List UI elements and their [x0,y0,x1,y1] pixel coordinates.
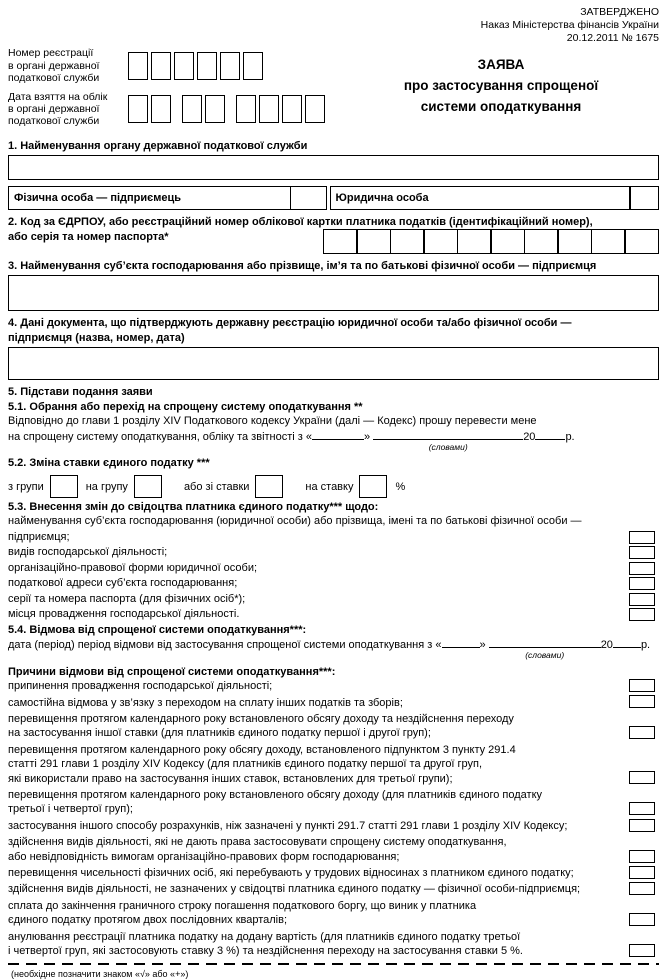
section-3-label: 3. Найменування суб’єкта господарювання або прізвище, ім’я та по батькові фізичної особи — підприємця [8,259,597,272]
code-cell[interactable] [624,229,659,254]
section-3 [8,259,659,312]
code-cell[interactable] [323,229,358,254]
section-1 [8,139,659,181]
reason-checkbox[interactable] [629,819,655,832]
section-5 [8,385,659,958]
day-digit-cell[interactable] [151,95,171,123]
registration-date-field [8,91,343,128]
refusal-year-blank[interactable] [613,637,641,648]
section-1-label: 1. Найменування органу державної податкової служби [8,139,308,152]
year-digit-cell[interactable] [236,95,256,123]
section-4-label-line2: підприємця (назва, номер, дата) [8,331,185,344]
reason-item: застосування іншого способу розрахунків, ніж зазначені у пункті 291.7 статті 291 глави 1 розділу XIV Кодексу; [8,819,659,833]
day-blank[interactable] [312,429,364,440]
year-digit-cell[interactable] [305,95,325,123]
code-cell[interactable] [490,229,525,254]
from-rate-label: або зі ставки [183,480,250,493]
reason-item: перевищення протягом календарного року встановленого обсягу доходу (для платників єдиного податку третьої і четвертої груп); [8,788,659,817]
individual-entrepreneur-label: Фізична особа — підприємець [8,186,291,210]
form-title-word: ЗАЯВА [477,57,525,73]
reason-item: здійснення видів діяльності, які не дають права застосовувати спрощену систему оподаткування, або невідповідність вимогам організаційно-правових форм господарювання; [8,835,659,864]
to-rate-box[interactable] [359,475,387,498]
refusal-reasons-list [8,679,659,958]
legal-entity-checkbox[interactable] [629,186,659,210]
person-type-row [8,186,659,210]
approved-order: Наказ Міністерства фінансів України [480,18,659,31]
section-5-4 [8,623,659,959]
year-blank[interactable] [535,429,565,440]
reason-checkbox[interactable] [629,679,655,692]
from-group-box[interactable] [50,475,78,498]
code-cell[interactable] [356,229,391,254]
slovamy-label: (словами) [525,650,565,661]
change-checkbox[interactable] [629,531,655,544]
section-2 [8,215,659,254]
section-5-2-row [8,474,659,500]
reason-checkbox[interactable] [629,802,655,815]
registration-date-label: Дата взяття на облік в органі державної податкової служби [8,90,108,128]
section-5-1-title: 5.1. Обрання або перехід на спрощену систему оподаткування ** [8,400,363,413]
month-digit-cell[interactable] [205,95,225,123]
month-digit-cell[interactable] [182,95,202,123]
reason-checkbox[interactable] [629,771,655,784]
reason-item: перевищення чисельності фізичних осіб, які перебувають у трудових відносинах з платником єдиного податку; [8,866,659,880]
change-checkbox[interactable] [629,608,655,621]
change-item: податкової адреси суб’єкта господарювання; [8,576,659,592]
change-item: організаційно-правової форми юридичної особи; [8,561,659,577]
reason-item: припинення провадження господарської діяльності; [8,679,659,693]
from-group-label: з групи [8,480,44,493]
to-rate-label: на ставку [305,480,354,493]
approved-stamp [8,6,659,44]
section-5-title: 5. Підстави подання заяви [8,386,153,399]
reason-item: анулювання реєстрації платника податку на додану вартість (для платників єдиного податку третьої і четвертої груп, які застосовують ставку 3 %) та нездійснення переходу на застосування ставки 5 %. [8,930,659,959]
to-group-label: на групу [85,480,128,493]
refusal-day-blank[interactable] [442,637,480,648]
section-5-2-title: 5.2. Зміна ставки єдиного податку *** [8,457,210,470]
change-item: місця провадження господарської діяльності. [8,607,659,623]
year-digit-cell[interactable] [259,95,279,123]
code-cell[interactable] [557,229,592,254]
section-4-label-line1: 4. Дані документа, що підтверджують державну реєстрацію юридичної особи та/або фізичної особи — [8,317,572,330]
reason-checkbox[interactable] [629,695,655,708]
legal-entity-label: Юридична особа [330,186,631,210]
business-name-input[interactable] [8,275,659,311]
change-checkbox[interactable] [629,562,655,575]
change-checkbox[interactable] [629,546,655,559]
registration-number-field [8,47,343,84]
section-4 [8,316,659,380]
approved-date-number: 20.12.2011 № 1675 [566,31,659,44]
registration-date-cells[interactable] [128,95,328,123]
registration-number-cells[interactable] [128,52,266,80]
reason-item: перевищення протягом календарного року встановленого обсягу доходу та нездійснення переходу на застосування іншої ставки (для платників єдиного податку першої і другої груп); [8,712,659,741]
percent-sign: % [395,480,406,493]
individual-entrepreneur-checkbox[interactable] [290,186,327,210]
code-cell[interactable] [591,229,626,254]
section-5-3-title: 5.3. Внесення змін до свідоцтва платника єдиного податку*** щодо: [8,500,379,513]
change-item: найменування суб’єкта господарювання (юридичної особи) або прізвища, імені та по батькові фізичної особи — підприємця; [8,514,659,545]
reason-item: сплата до закінчення граничного строку погашення податкового боргу, що виник у платника єдиного податку протягом двох послідовних кварталів; [8,899,659,928]
reason-item: здійснення видів діяльності, не зазначених у свідоцтві платника єдиного податку — фізичної особи-підприємця; [8,882,659,896]
edrpou-code-cells[interactable] [323,229,660,254]
slovamy-label: (словами) [428,441,468,452]
from-rate-box[interactable] [255,475,283,498]
code-cell[interactable] [390,229,425,254]
tax-office-name-input[interactable] [8,155,659,180]
section-2-label-line2: або серія та номер паспорта* [8,230,169,243]
form-title: ЗАЯВА про застосування спрощеної системи оподаткування [343,47,659,133]
month-words-blank[interactable] [373,429,523,452]
code-cell[interactable] [423,229,458,254]
reason-checkbox[interactable] [629,866,655,879]
reason-checkbox[interactable] [629,726,655,739]
section-5-1-body1: Відповідно до глави 1 розділу XIV Податкового кодексу України (далі — Кодекс) прошу перевести мене [8,415,537,428]
section-5-4-title: 5.4. Відмова від спрощеної системи оподаткування***: [8,623,307,636]
cut-separator-line [8,963,659,965]
section-2-label-line1: 2. Код за ЄДРПОУ, або реєстраційний номер облікової картки платника податків (ідентифікаційний номер), [8,216,593,229]
section-5-1-date-line: на спрощену систему оподаткування, обліку та звітності з « » (словами) 20 р. [8,429,659,445]
form-header [8,47,659,133]
refusal-date-line: дата (період) період відмови від застосування спрощеної системи оподаткування з « » (словами) 20 р. [8,637,659,653]
approved-word: ЗАТВЕРДЖЕНО [580,6,659,18]
registration-number-label: Номер реєстрації в органі державної податкової служби [8,47,100,85]
day-digit-cell[interactable] [128,95,148,123]
digit-cell[interactable] [128,52,148,80]
digit-cell[interactable] [174,52,194,80]
change-checkbox[interactable] [629,577,655,590]
reason-checkbox[interactable] [629,944,655,957]
code-cell[interactable] [524,229,559,254]
reason-checkbox[interactable] [629,850,655,863]
digit-cell[interactable] [220,52,240,80]
code-cell[interactable] [457,229,492,254]
digit-cell[interactable] [243,52,263,80]
change-checkbox[interactable] [629,593,655,606]
section-5-1 [8,400,659,452]
reason-checkbox[interactable] [629,882,655,895]
reason-item: самостійна відмова у зв’язку з переходом на сплату інших податків та зборів; [8,696,659,710]
change-item: видів господарської діяльності; [8,545,659,561]
refusal-month-words-blank[interactable] [489,637,601,661]
year-digit-cell[interactable] [282,95,302,123]
registration-fields [8,47,343,133]
section-5-2 [8,456,659,500]
digit-cell[interactable] [197,52,217,80]
registration-document-input[interactable] [8,347,659,380]
refusal-reasons-title: Причини відмови від спрощеної системи оподаткування***: [8,665,336,678]
to-group-box[interactable] [134,475,162,498]
digit-cell[interactable] [151,52,171,80]
section-5-3 [8,500,659,623]
change-item: серії та номера паспорта (для фізичних осіб*); [8,592,659,608]
reason-item: перевищення протягом календарного року обсягу доходу, встановленого підпунктом 3 пункту 291.4 статті 291 глави 1 розділу XIV Кодексу (для платників єдиного податку першої та другої груп, які використали право на застосування інших ставок, встановлених для третьої групи); [8,743,659,786]
footnote: (необхідне позначити знаком «√» або «+») [11,969,189,979]
reason-checkbox[interactable] [629,913,655,926]
